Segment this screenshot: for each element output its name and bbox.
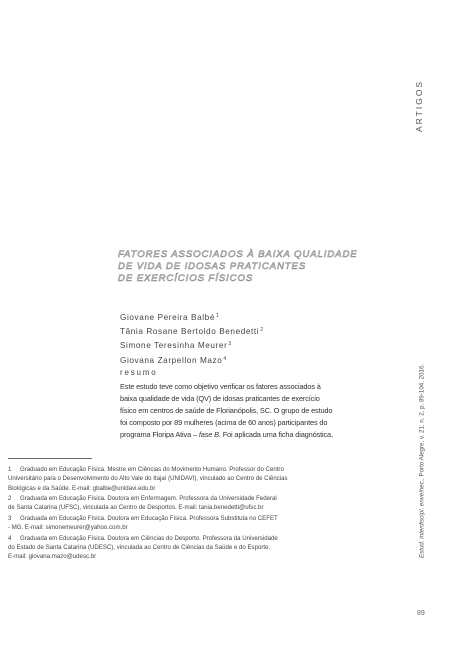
footnote [8,494,406,513]
footnote-text: Graduada em Educação Física. Doutora em Enfermagem. Professora da Universidade Federal [20,495,277,503]
journal-volume-info: , Porto Alegre, v. 21, n. 2, p. 89-104, 2016. [418,363,426,480]
title-line: FATORES ASSOCIADOS À BAIXA QUALIDADE [118,249,358,260]
footnote-divider [8,458,92,459]
footnote-line: do Estado de Santa Catarina (UDESC), vinculada ao Centro de Ciências da Saúde e do Esporte. [8,543,271,551]
author-footnote-mark: 4 [223,355,227,362]
abstract-line: físico em centros de saúde de Florianópolis, SC. O grupo de estudo [120,406,333,416]
author [120,353,264,367]
footnote-line: de Santa Catarina (UFSC), vinculada ao Centro de Desportos. E-mail: tania.benedetti@ufsc.br [8,504,264,512]
footnote-text: Graduado em Educação Física. Mestre em Ciências do Movimento Humano. Professor do Centro [20,466,284,473]
abstract-italic-text: fase B [198,430,219,440]
author-footnote-mark: 1 [215,313,220,319]
page-number: 89 [417,610,425,617]
author-list [120,310,264,367]
abstract-heading: resumo [120,368,158,377]
author [120,324,264,338]
footnote-line [8,494,406,503]
footnote-number: 2 [8,495,12,503]
article-title [118,249,378,285]
abstract-text: . Foi aplicada uma ficha diagnóstica, [218,430,333,440]
author-name: Tânia Rosane Bertoldo Benedetti [120,327,260,337]
author-footnote-mark: 3 [228,341,232,348]
abstract-line [120,429,404,441]
journal-citation [414,228,430,558]
footnote [8,514,406,533]
footnotes [8,465,406,563]
footnote-line: - MG. E-mail: simonemeurer@yahoo.com.br [8,524,128,532]
footnote [8,465,406,493]
footnote-line [8,534,406,543]
section-label: ARTIGOS [414,79,424,132]
journal-name: Estud. interdiscipl. envelhec. [418,479,426,558]
footnote-number: 3 [8,514,12,522]
footnote-line [8,514,406,523]
footnote-line: Biológicas e da Saúde. E-mail: gbalbe@unidavi.edu.br [8,484,156,492]
author-name: Giovana Zarpellon Mazo [120,355,223,365]
abstract-line: foi composto por 89 mulheres (acima de 60 anos) participantes do [120,418,328,428]
abstract-text: programa Floripa Ativa – [120,430,199,440]
abstract-line: Este estudo teve como objetivo verificar os fatores associados à [120,382,321,391]
author-name: Giovane Pereira Balbé [120,313,215,322]
author-name: Simone Teresinha Meurer [120,341,228,351]
footnote-line: Universitário para o Desenvolvimento do Alto Vale do Itajaí (UNIDAVI), vinculado ao Centro de Ciências [8,475,288,483]
footnote [8,534,406,562]
footnote-line [8,465,406,474]
footnote-number: 4 [8,534,12,542]
abstract-body [120,381,404,441]
author-footnote-mark: 2 [260,327,264,334]
footnote-text: Graduada em Educação Física. Doutora em Educação Física. Professora Substituta no CEFET [20,514,278,522]
footnote-line: E-mail: giovana.mazo@udesc.br [8,553,97,561]
author [120,310,264,324]
author [120,338,264,352]
title-line: DE EXERCÍCIOS FÍSICOS [118,273,254,284]
title-line: DE VIDA DE IDOSAS PRATICANTES [118,261,307,272]
footnote-text: Graduada em Educação Física. Doutora em Ciências do Desporto. Professora da Universidade [20,534,278,542]
abstract-line: baixa qualidade de vida (QV) de idosas praticantes de exercício [120,394,320,404]
footnote-number: 1 [8,466,12,473]
